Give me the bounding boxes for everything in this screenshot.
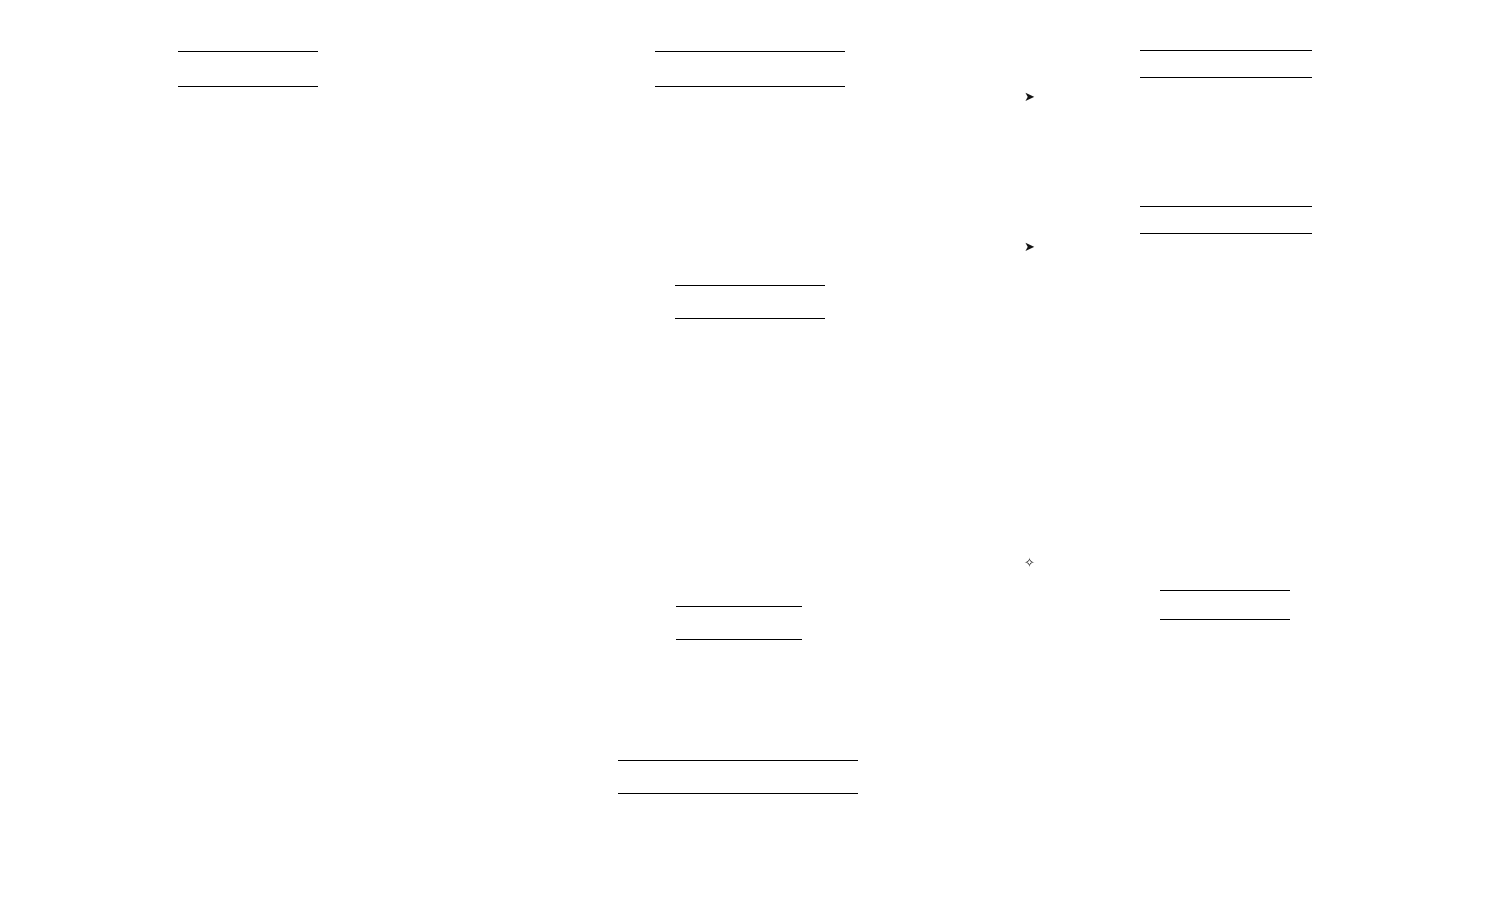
diamond-bullet-icon: ✧: [1024, 556, 1035, 571]
study-title: [1140, 206, 1312, 234]
summer-heading: [1024, 90, 1035, 105]
prayer-title: [676, 606, 802, 640]
stats-title: [1160, 590, 1290, 620]
study-note: [1024, 556, 1035, 571]
dawn-title: [618, 760, 858, 794]
arrow-bullet-icon: ➤: [1024, 90, 1035, 105]
friday-title: [675, 285, 825, 319]
study-subtitle: [1024, 240, 1035, 255]
arrow-bullet-icon: ➤: [1024, 240, 1035, 255]
youth-title: [655, 51, 845, 87]
sunday-title: [178, 51, 318, 87]
summer-title: [1140, 50, 1312, 78]
